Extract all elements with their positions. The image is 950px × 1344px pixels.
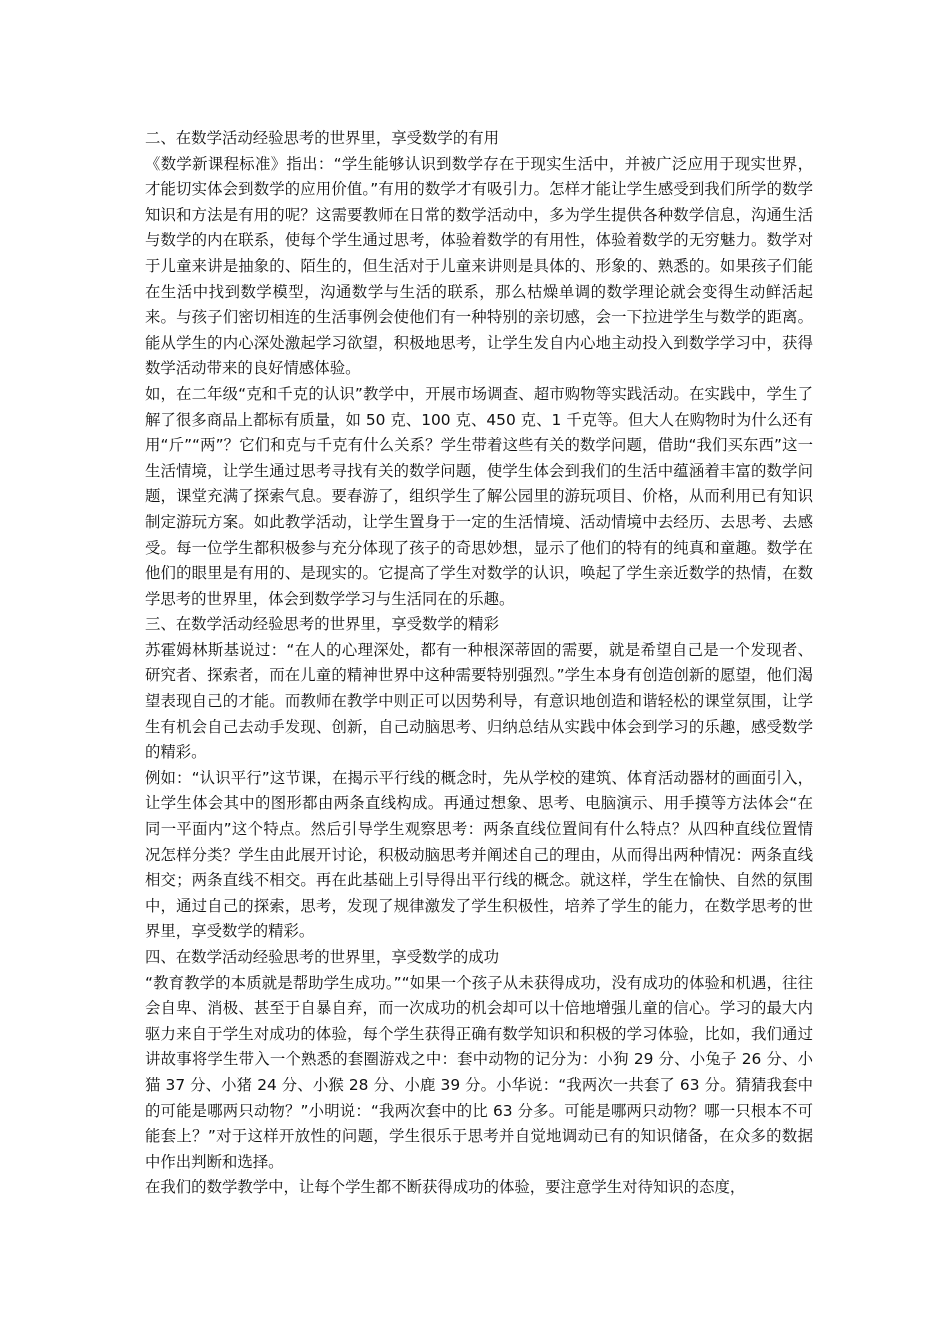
paragraph: 如，在二年级“克和千克的认识”教学中，开展市场调查、超市购物等实践活动。在实践中，学生了解了很多商品上都标有质量，如 50 克、100 克、450 克、1 千克等。但大人在购物时为什么还有用“斤”“两”？它们和克与千克有什么关系？学生带着这些有关的数学问题，借助“我们买东西”这一生活情境，让学生通过思考寻找有关的数学问题，使学生体会到我们的生活中蕴涵着丰富的数学问题，课堂充满了探索气息。要春游了，组织学生了解公园里的游玩项目、价格，从而利用已有知识制定游玩方案。如此教学活动，让学生置身于一定的生活情境、活动情境中去经历、去思考、去感受。每一位学生都积极参与充分体现了孩子的奇思妙想，显示了他们的特有的纯真和童趣。数学在他们的眼里是有用的、是现实的。它提高了学生对数学的认识，唤起了学生亲近数学的热情，在数学思考的世界里，体会到数学学习与生活同在的乐趣。 [145, 384, 813, 608]
section-heading-2: 二、在数学活动经验思考的世界里，享受数学的有用 [145, 129, 499, 147]
paragraph: 在我们的数学教学中，让每个学生都不断获得成功的体验，要注意学生对待知识的态度， [145, 1178, 746, 1197]
document-body [145, 126, 813, 1201]
section-heading-3: 三、在数学活动经验思考的世界里，享受数学的精彩 [145, 615, 499, 634]
section-heading-4: 四、在数学活动经验思考的世界里，享受数学的成功 [145, 948, 499, 966]
paragraph: 《数学新课程标准》指出：“学生能够认识到数学存在于现实生活中，并被广泛应用于现实世界，才能切实体会到数学的应用价值。”有用的数学才有吸引力。怎样才能让学生感受到我们所学的数学知识和方法是有用的呢？这需要教师在日常的数学活动中，多为学生提供各种数学信息，沟通生活与数学的内在联系，使每个学生通过思考，体验着数学的有用性，体验着数学的无穷魅力。数学对于儿童来讲是抽象的、陌生的，但生活对于儿童来讲则是具体的、形象的、熟悉的。如果孩子们能在生活中找到数学模型，沟通数学与生活的联系，那么枯燥单调的数学理论就会变得生动鲜活起来。与孩子们密切相连的生活事例会使他们有一种特别的亲切感，会一下拉进学生与数学的距离。能从学生的内心深处激起学习欲望，积极地思考，让学生发自内心地主动投入到数学学习中，获得数学活动带来的良好情感体验。 [145, 154, 813, 378]
paragraph: “教育教学的本质就是帮助学生成功。”“如果一个孩子从未获得成功，没有成功的体验和机遇，往往会自卑、消极、甚至于自暴自弃，而一次成功的机会却可以十倍地增强儿童的信心。学习的最大内驱力来自于学生对成功的体验，每个学生获得正确有数学知识和积极的学习体验，比如，我们通过讲故事将学生带入一个熟悉的套圈游戏之中：套中动物的记分为：小狗 29 分、小兔子 26 分、小猫 37 分、小猪 24 分、小猴 28 分、小鹿 39 分。小华说：“我两次一共套了 63 分。猜猜我套中的可能是哪两只动物？”小明说：“我两次套中的比 63 分多。可能是哪两只动物？哪一只根本不可能套上？”对于这样开放性的问题，学生很乐于思考并自觉地调动已有的知识储备，在众多的数据中作出判断和选择。 [145, 973, 813, 1171]
paragraph: 例如：“认识平行”这节课，在揭示平行线的概念时，先从学校的建筑、体育活动器材的画面引入，让学生体会其中的图形都由两条直线构成。再通过想象、思考、电脑演示、用手摸等方法体会“在同一平面内”这个特点。然后引导学生观察思考：两条直线位置间有什么特点？从四种直线位置情况怎样分类？学生由此展开讨论，积极动脑思考并阐述自己的理由，从而得出两种情况：两条直线相交；两条直线不相交。再在此基础上引导得出平行线的概念。就这样，学生在愉快、自然的氛围中，通过自己的探索，思考，发现了规律激发了学生积极性，培养了学生的能力，在数学思考的世界里，享受数学的精彩。 [145, 768, 813, 941]
paragraph: 苏霍姆林斯基说过：“在人的心理深处，都有一种根深蒂固的需要，就是希望自己是一个发现者、研究者、探索者，而在儿童的精神世界中这种需要特别强烈。”学生本身有创造创新的愿望，他们渴望表现自己的才能。而教师在教学中则正可以因势利导，有意识地创造和谐轻松的课堂氛围，让学生有机会自己去动手发现、创新，自己动脑思考、归纳总结从实践中体会到学习的乐趣，感受数学的精彩。 [145, 640, 813, 762]
